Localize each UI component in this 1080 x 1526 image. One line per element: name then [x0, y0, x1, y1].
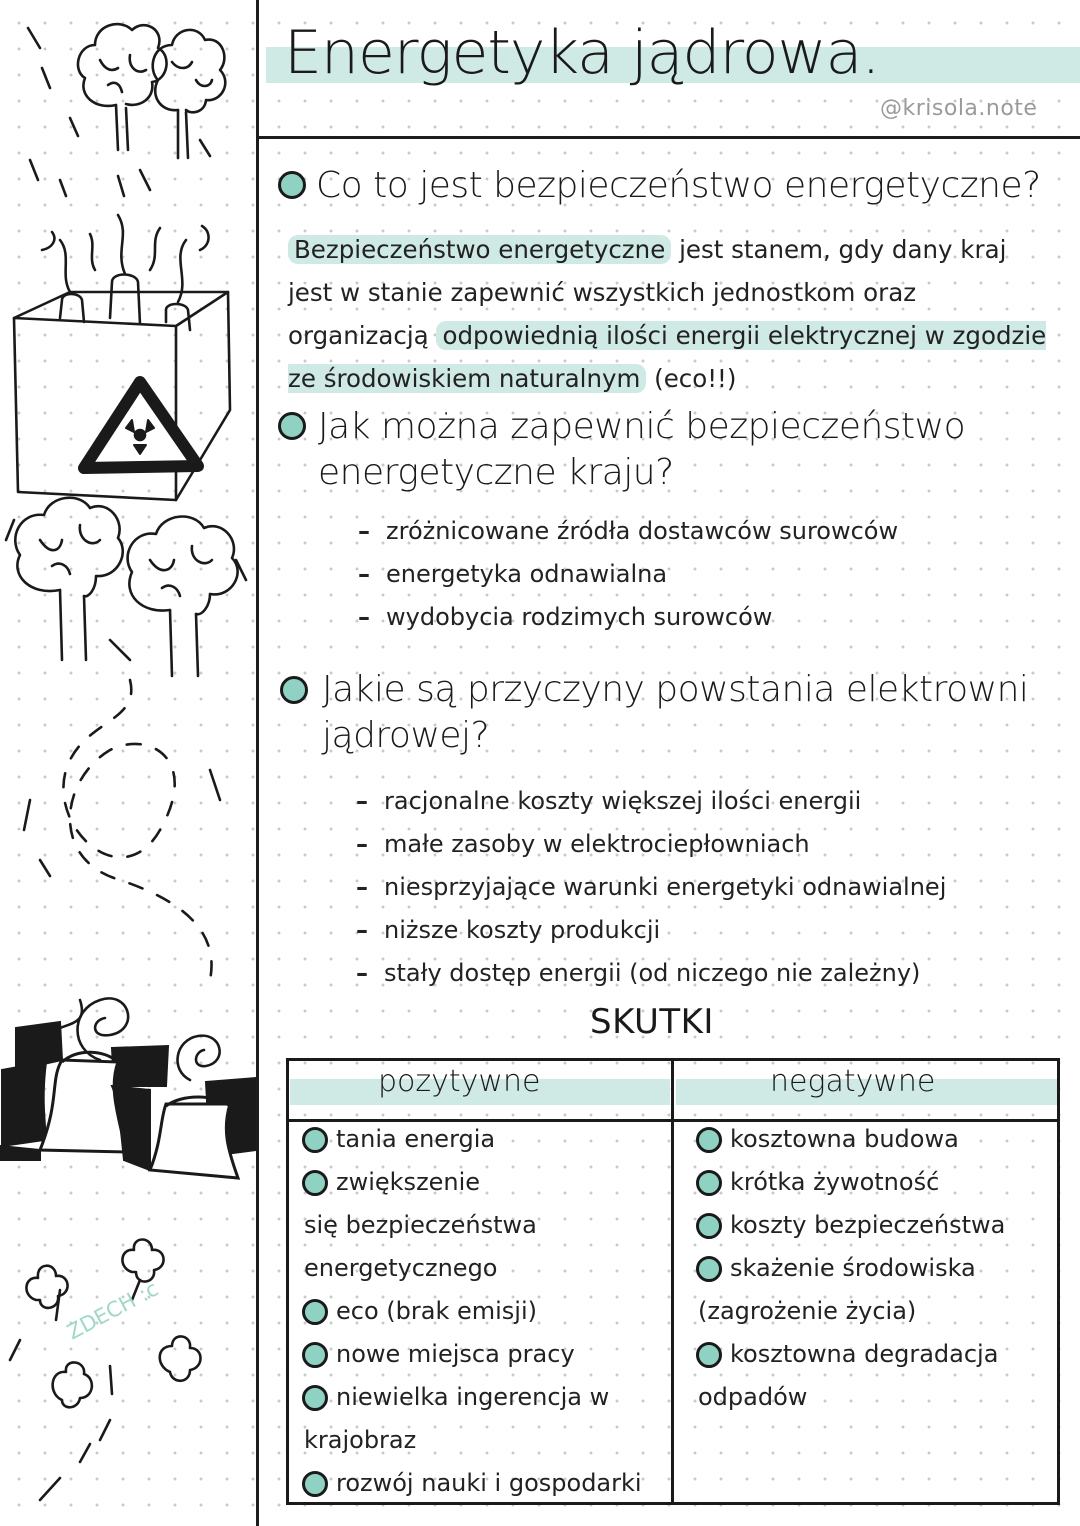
bullet-dot-icon	[302, 1385, 328, 1411]
positive-effects-list	[302, 1118, 667, 1505]
positive-header: pozytywne	[378, 1064, 541, 1099]
list-item: krótka żywotność	[696, 1161, 1056, 1204]
bullet-dot-icon	[696, 1127, 722, 1153]
tree-icon	[153, 30, 226, 158]
list-item: – niesprzyjające warunki energetyki odnawialnej	[356, 866, 946, 909]
negative-header: negatywne	[770, 1064, 936, 1099]
reasons-list	[356, 780, 946, 995]
bullet-dot-icon	[278, 171, 306, 199]
table-divider	[671, 1058, 674, 1505]
list-item: koszty bezpieczeństwa	[696, 1204, 1056, 1247]
bullet-dot-icon	[696, 1342, 722, 1368]
bullet-dot-icon	[302, 1170, 328, 1196]
list-item: kosztowna degradacja	[696, 1333, 1056, 1376]
author-handle: @krisola.note	[880, 96, 1038, 121]
negative-effects-list	[696, 1118, 1056, 1419]
question-3-line-2: jądrowej?	[322, 715, 490, 756]
list-item-continuation: się bezpieczeństwa	[304, 1211, 537, 1239]
definition-term: Bezpieczeństwo energetyczne	[288, 235, 671, 264]
flower-icon	[10, 1240, 201, 1501]
list-item: – stały dostęp energii (od niczego nie zależny)	[356, 952, 946, 995]
list-item: rozwój nauki i gospodarki	[302, 1462, 667, 1505]
list-item: eco (brak emisji)	[302, 1290, 667, 1333]
tree-icon	[15, 498, 122, 660]
bullet-dot-icon	[696, 1213, 722, 1239]
list-item: – niższe koszty produkcji	[356, 909, 946, 952]
bullet-dot-icon	[302, 1342, 328, 1368]
margin-line	[256, 0, 259, 1526]
definition-paragraph	[288, 228, 1048, 400]
radiation-hazard-icon	[84, 382, 198, 468]
definition-text: jest stanem, gdy dany kraj jest w stanie zapewnić wszystkich jednostkom oraz organizacją	[288, 235, 1007, 350]
list-item: zwiększenie	[302, 1161, 667, 1204]
bullet-dot-icon	[280, 676, 308, 704]
question-1: Co to jest bezpieczeństwo energetyczne?	[316, 165, 1041, 206]
effects-title: SKUTKI	[590, 1002, 714, 1042]
list-item: – zróżnicowane źródła dostawców surowców	[358, 510, 898, 553]
list-item-continuation: krajobraz	[304, 1426, 417, 1454]
tree-icon	[78, 24, 167, 150]
bullet-dot-icon	[302, 1299, 328, 1325]
list-item: tania energia	[302, 1118, 667, 1161]
title-underline	[256, 136, 1080, 139]
definition-highlight: odpowiednią ilości energii elektrycznej w zgodzie ze środowiskiem naturalnym	[288, 321, 1047, 393]
bullet-dot-icon	[278, 412, 306, 440]
question-2-line-2: energetyczne kraju?	[318, 452, 674, 493]
tree-icon	[128, 517, 238, 676]
list-item: nowe miejsca pracy	[302, 1333, 667, 1376]
list-item: kosztowna budowa	[696, 1118, 1056, 1161]
list-item-continuation: (zagrożenie życia)	[698, 1297, 917, 1325]
list-item: – wydobycia rodzimych surowców	[358, 596, 898, 639]
list-item: – racjonalne koszty większej ilości energii	[356, 780, 946, 823]
definition-note: (eco!!)	[646, 364, 737, 393]
question-2-line-1: Jak można zapewnić bezpieczeństwo	[318, 406, 966, 447]
list-item: skażenie środowiska	[696, 1247, 1056, 1290]
list-item: niewielka ingerencja w	[302, 1376, 667, 1419]
bullet-dot-icon	[696, 1170, 722, 1196]
security-methods-list	[358, 510, 898, 639]
page-title: Energetyka jądrowa.	[284, 18, 880, 88]
list-item: – małe zasoby w elektrociepłowniach	[356, 823, 946, 866]
list-item: – energetyka odnawialna	[358, 553, 898, 596]
doodle-note: ZDECH :c	[63, 1276, 163, 1345]
bullet-dot-icon	[696, 1256, 722, 1282]
list-item-continuation: odpadów	[698, 1383, 808, 1411]
list-item-continuation: energetycznego	[304, 1254, 498, 1282]
bullet-dot-icon	[302, 1471, 328, 1497]
bullet-dot-icon	[302, 1127, 328, 1153]
question-3-line-1: Jakie są przyczyny powstania elektrowni	[322, 669, 1029, 710]
nuclear-doodle-illustration	[0, 0, 256, 1526]
